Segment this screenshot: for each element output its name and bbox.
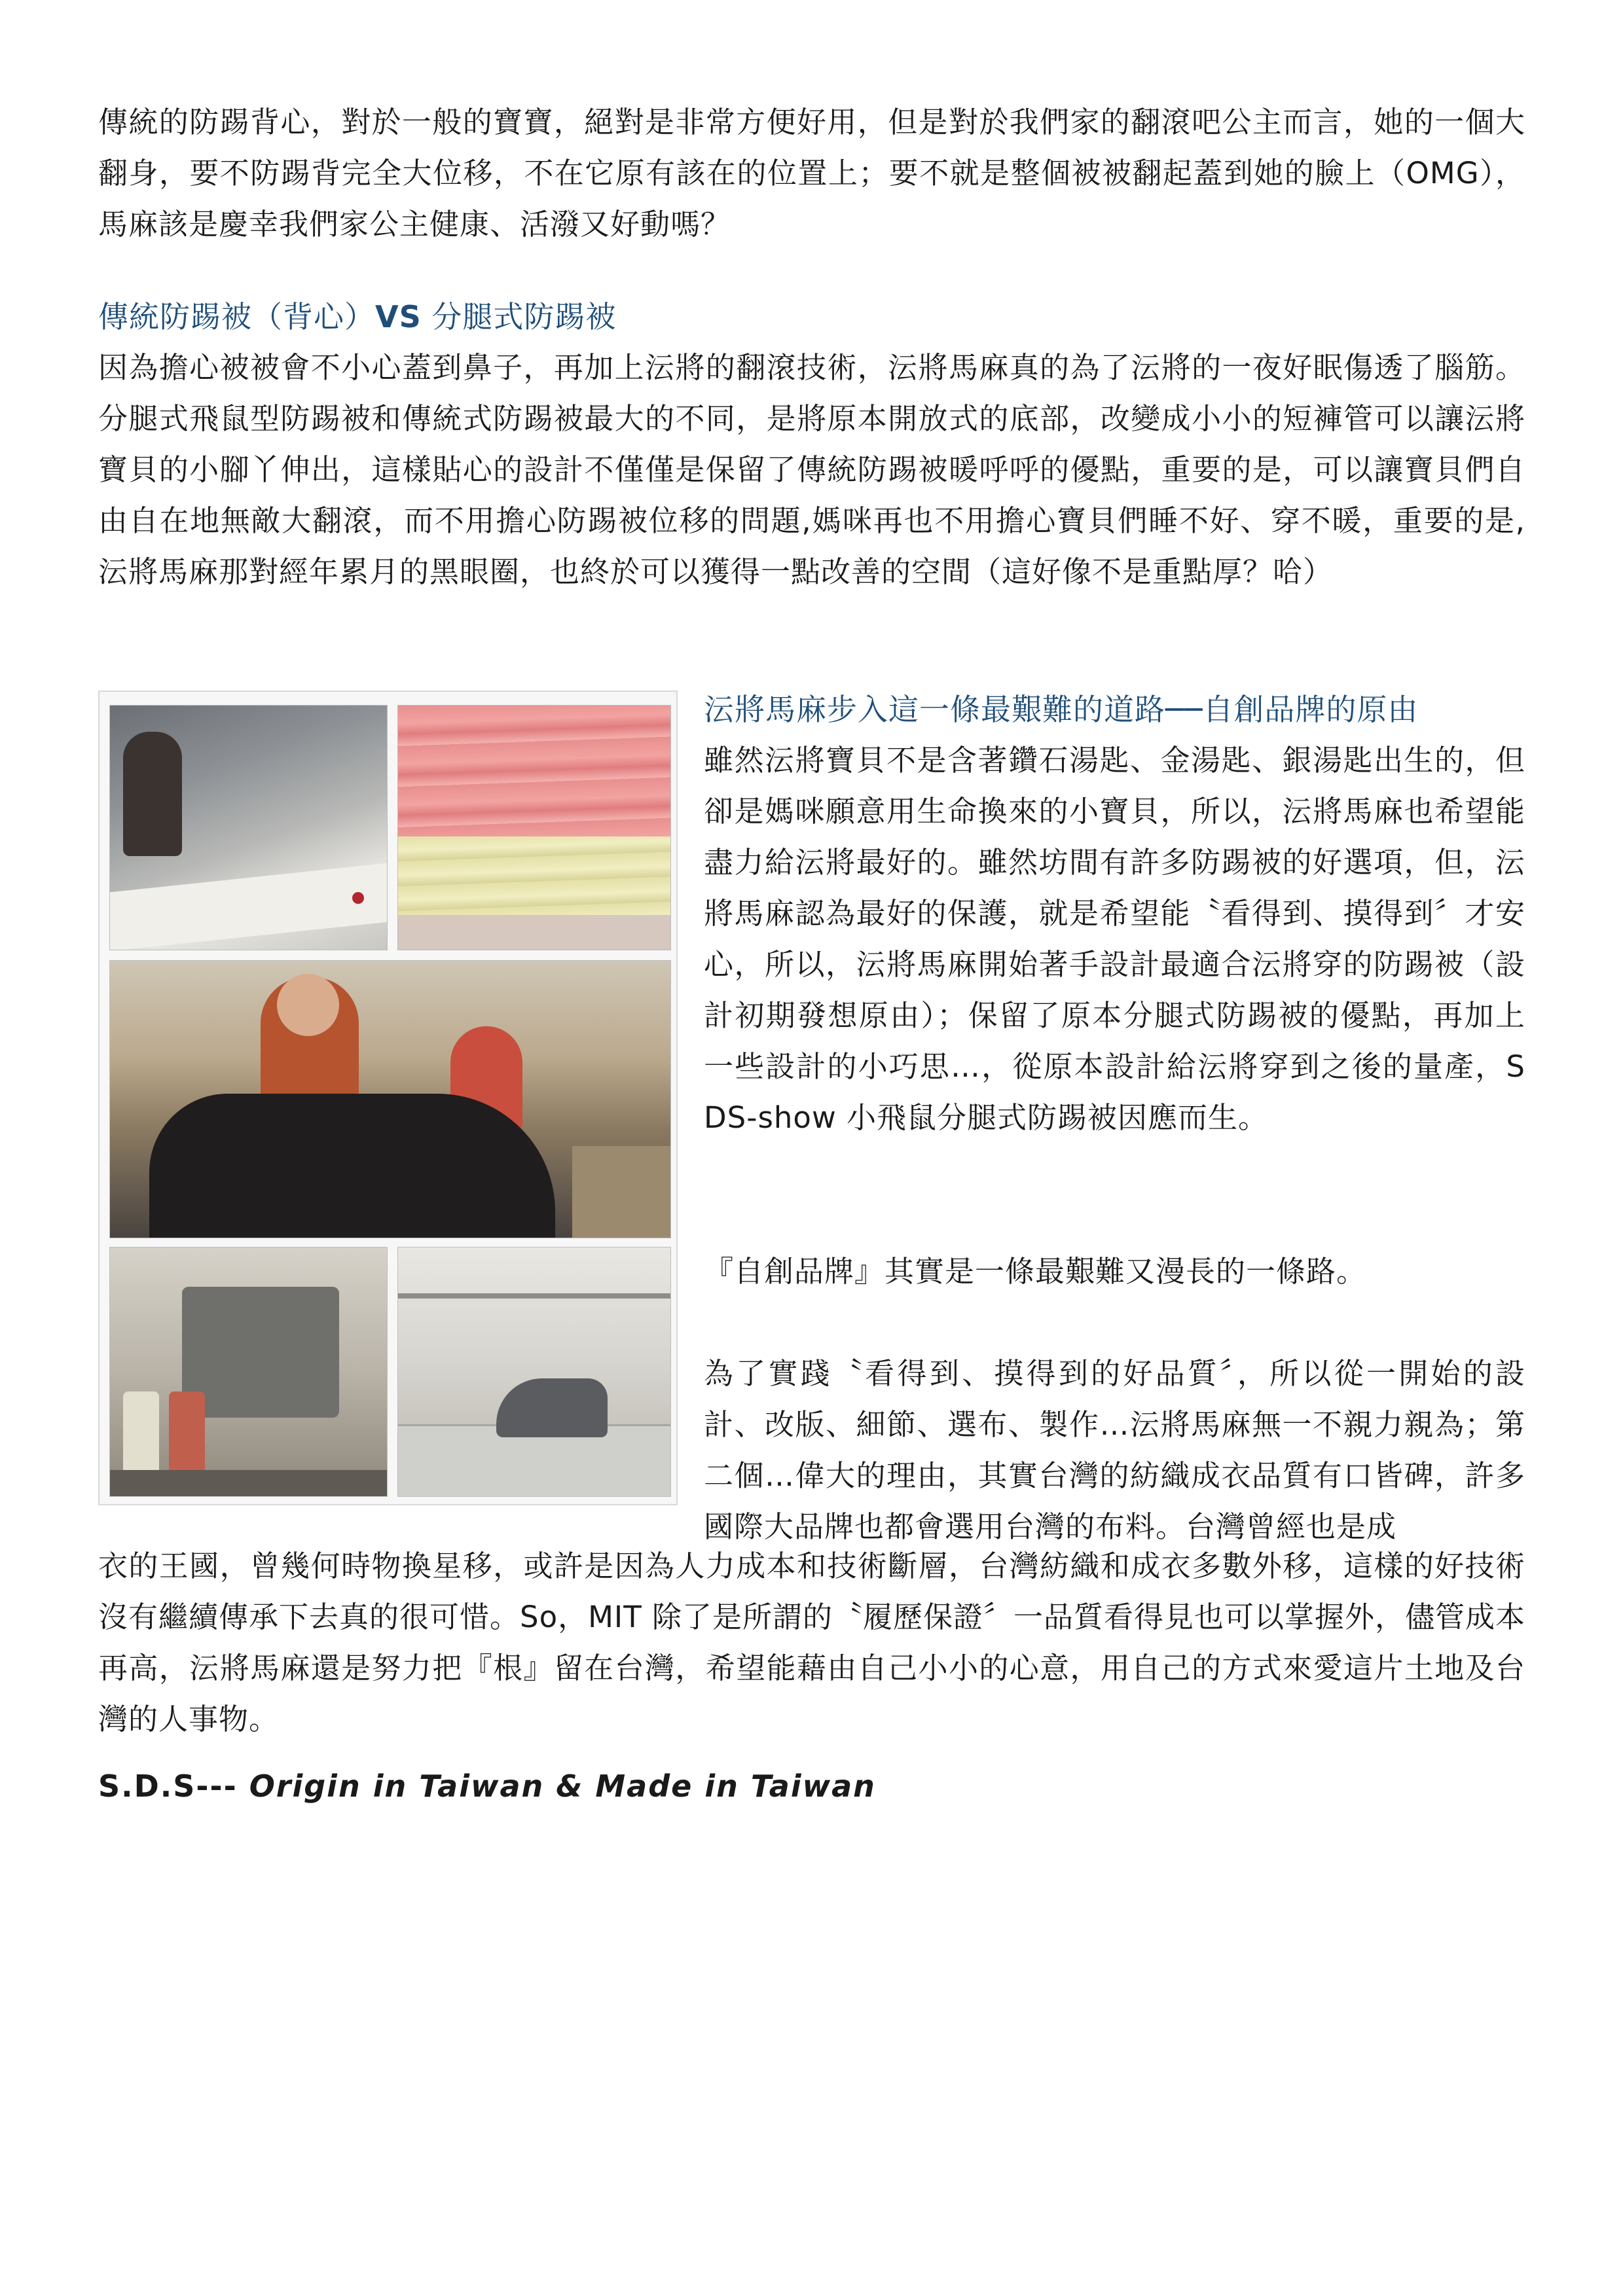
compare-heading-pre: 傳統防踢被（背心） [98, 299, 375, 334]
workshop-photo [109, 705, 388, 950]
footer-tagline-text: Origin in Taiwan & Made in Taiwan [249, 1768, 876, 1804]
brand-origin-paragraph: 雖然沄將寶貝不是含著鑽石湯匙、金湯匙、銀湯匙出生的，但卻是媽咪願意用生命換來的小寶貝，所以，沄將馬麻也希望能盡力給沄將最好的。雖然坊間有許多防踢被的好選項，但，沄將馬麻認為最好的保護，就是希望能〝看得到、摸得到〞才安心，所以，沄將馬麻開始著手設計最適合沄將穿的防踢被（設計初期發想原由）；保留了原本分腿式防踢被的優點，再加上一些設計的小巧思…，從原本設計給沄將穿到之後的量產，SDS-show 小飛鼠分腿式防踢被因應而生。 [704, 743, 1525, 1135]
footer-prefix: S.D.S--- [98, 1768, 249, 1804]
brand-hard-paragraph: 『自創品牌』其實是一條最艱難又漫長的一條路。 [704, 1254, 1367, 1289]
brand-heading: 沄將馬麻步入這一條最艱難的道路──自創品牌的原由 [704, 692, 1419, 727]
footer-tagline [98, 1761, 876, 1812]
compare-paragraph: 因為擔心被被會不小心蓋到鼻子，再加上沄將的翻滾技術，沄將馬麻真的為了沄將的一夜好眠傷透了腦筋。分腿式飛鼠型防踢被和傳統式防踢被最大的不同，是將原本開放式的底部，改變成小小的短褲管可以讓沄將寶貝的小腳丫伸出，這樣貼心的設計不僅僅是保留了傳統防踢被暖呼呼的優點，重要的是，可以讓寶貝們自由自在地無敵大翻滾，而不用擔心防踢被位移的問題,媽咪再也不用擔心寶貝們睡不好、穿不暖，重要的是,沄將馬麻那對經年累月的黑眼圈，也終於可以獲得一點改善的空間（這好像不是重點厚？哈） [98, 350, 1525, 589]
ironing-photo [397, 1247, 671, 1497]
compare-heading [98, 291, 616, 342]
compare-heading-post: 分腿式防踢被 [421, 299, 617, 334]
sewing-worker-photo [109, 960, 671, 1238]
compare-heading-vs: VS [375, 299, 422, 334]
mit-paragraph-part1: 為了實踐〝看得到、摸得到的好品質〞，所以從一開始的設計、改版、細節、選布、製作…沄將馬麻無一不親力親為；第二個…偉大的理由，其實台灣的紡織成衣品質有口皆碑，許多國際大品牌也都會選用台灣的布料。台灣曾經也是成 [704, 1356, 1525, 1544]
mit-paragraph-part2: 衣的王國，曾幾何時物換星移，或許是因為人力成本和技術斷層，台灣紡織和成衣多數外移，這樣的好技術沒有繼續傳承下去真的很可惜。So，MIT 除了是所謂的〝履歷保證〞一品質看得見也可以掌握外，儘管成本再高，沄將馬麻還是努力把『根』留在台灣，希望能藉由自己小小的心意，用自己的方式來愛這片土地及台灣的人事物。 [98, 1549, 1525, 1736]
intro-paragraph: 傳統的防踢背心，對於一般的寶寶，絕對是非常方便好用，但是對於我們家的翻滾吧公主而言，她的一個大翻身，要不防踢背完全大位移，不在它原有該在的位置上；要不就是整個被被翻起蓋到她的臉上（OMG），馬麻該是慶幸我們家公主健康、活潑又好動嗎？ [98, 105, 1525, 242]
sewing-machine-photo [109, 1247, 388, 1497]
photo-collage [98, 691, 678, 1505]
fabric-stack-photo [397, 705, 671, 950]
